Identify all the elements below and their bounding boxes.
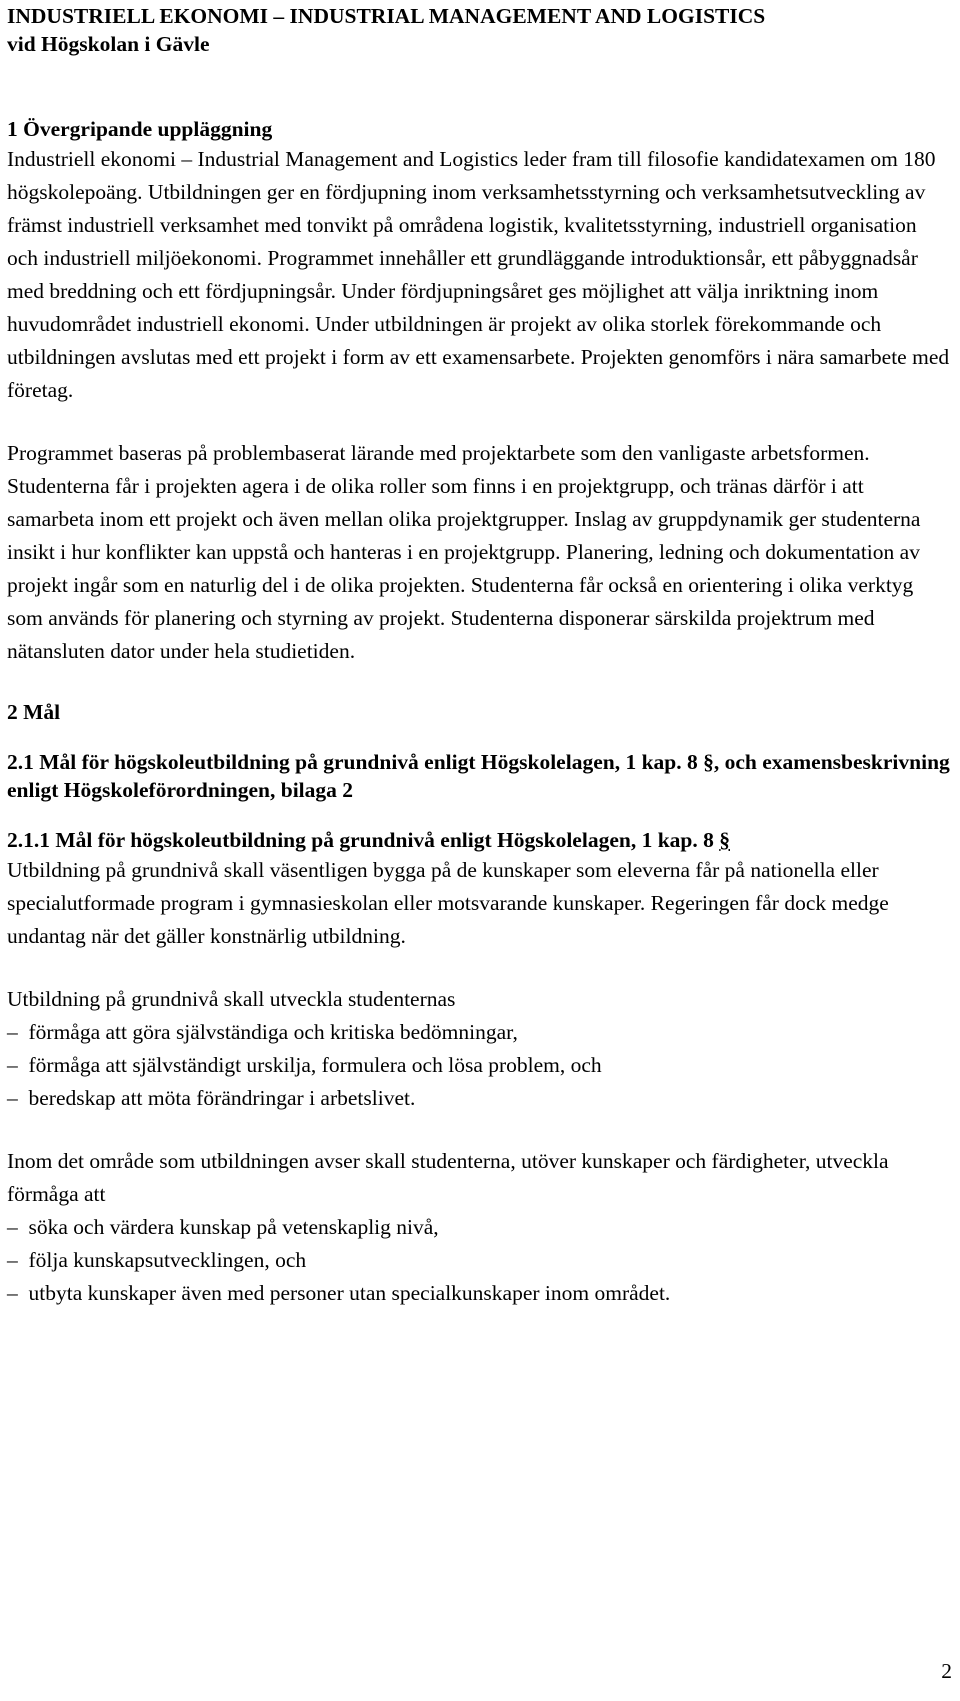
document-title: INDUSTRIELL EKONOMI – INDUSTRIAL MANAGEMENT AND LOGISTICS xyxy=(7,4,766,28)
list-item: – söka och värdera kunskap på vetenskaplig nivå, xyxy=(7,1211,952,1244)
list-item: – följa kunskapsutvecklingen, och xyxy=(7,1244,952,1277)
subsection-heading-2-1-1-text: 2.1.1 Mål för högskoleutbildning på grundnivå enligt Högskolelagen, 1 kap. 8 xyxy=(7,828,720,852)
section-heading-1: 1 Övergripande uppläggning xyxy=(7,117,273,141)
dash-list-2 xyxy=(7,1211,952,1310)
list-item: – förmåga att självständigt urskilja, formulera och lösa problem, och xyxy=(7,1049,952,1082)
list-item: – förmåga att göra självständiga och kritiska bedömningar, xyxy=(7,1016,952,1049)
document-subtitle: vid Högskolan i Gävle xyxy=(7,32,210,56)
dash-list-1 xyxy=(7,1016,952,1115)
page-number: 2 xyxy=(941,1659,952,1683)
paragraph-forma-intro: Inom det område som utbildningen avser skall studenterna, utöver kunskaper och färdigheter, utveckla förmåga att xyxy=(7,1149,889,1206)
paragraph-pbl: Programmet baseras på problembaserat lärande med projektarbete som den vanligaste arbetsformen. Studenterna får i projekten agera i de olika roller som finns i en projektgrupp, och tränas därför i att samarbeta inom ett projekt och även mellan olika projektgrupper. Inslag av gruppdynamik ger studenterna insikt i hur konflikter kan uppstå och hanteras i en projektgrupp. Planering, ledning och dokumentation av projekt ingår som en naturlig del i de olika projekten. Studenterna får också en orientering i olika verktyg som används för planering och styrning av projekt. Studenterna disponerar särskilda projektrum med nätansluten dator under hela studietiden. xyxy=(7,441,921,663)
subsection-heading-2-1-1 xyxy=(7,826,952,854)
list-item: – beredskap att möta förändringar i arbetslivet. xyxy=(7,1082,952,1115)
section-mark: § xyxy=(719,828,730,852)
section-heading-2: 2 Mål xyxy=(7,700,61,724)
paragraph-grundniva: Utbildning på grundnivå skall väsentligen bygga på de kunskaper som eleverna får på nationella eller specialutformade program i gymnasieskolan eller motsvarande kunskaper. Regeringen får dock medge undantag när det gäller konstnärlig utbildning. xyxy=(7,858,889,948)
paragraph-overview: Industriell ekonomi – Industrial Management and Logistics leder fram till filosofie kandidatexamen om 180 högskolepoäng. Utbildningen ger en fördjupning inom verksamhetsstyrning och verksamhetsutveckling av främst industriell verksamhet med tonvikt på områdena logistik, kvalitetsstyrning, industriell organisation och industriell miljöekonomi. Programmet innehåller ett grundläggande introduktionsår, ett påbyggnadsår med breddning och ett fördjupningsår. Under fördjupningsåret ges möjlighet att välja inriktning inom huvudområdet industriell ekonomi. Under utbildningen är projekt av olika storlek förekommande och utbildningen avslutas med ett projekt i form av ett examensarbete. Projekten genomförs i nära samarbete med företag. xyxy=(7,147,950,402)
paragraph-utveckla-intro: Utbildning på grundnivå skall utveckla studenternas xyxy=(7,987,456,1011)
subsection-heading-2-1: 2.1 Mål för högskoleutbildning på grundnivå enligt Högskolelagen, 1 kap. 8 §, och examensbeskrivning enligt Högskoleförordningen, bilaga 2 xyxy=(7,750,950,802)
list-item: – utbyta kunskaper även med personer utan specialkunskaper inom området. xyxy=(7,1277,952,1310)
document-page xyxy=(7,0,952,1310)
